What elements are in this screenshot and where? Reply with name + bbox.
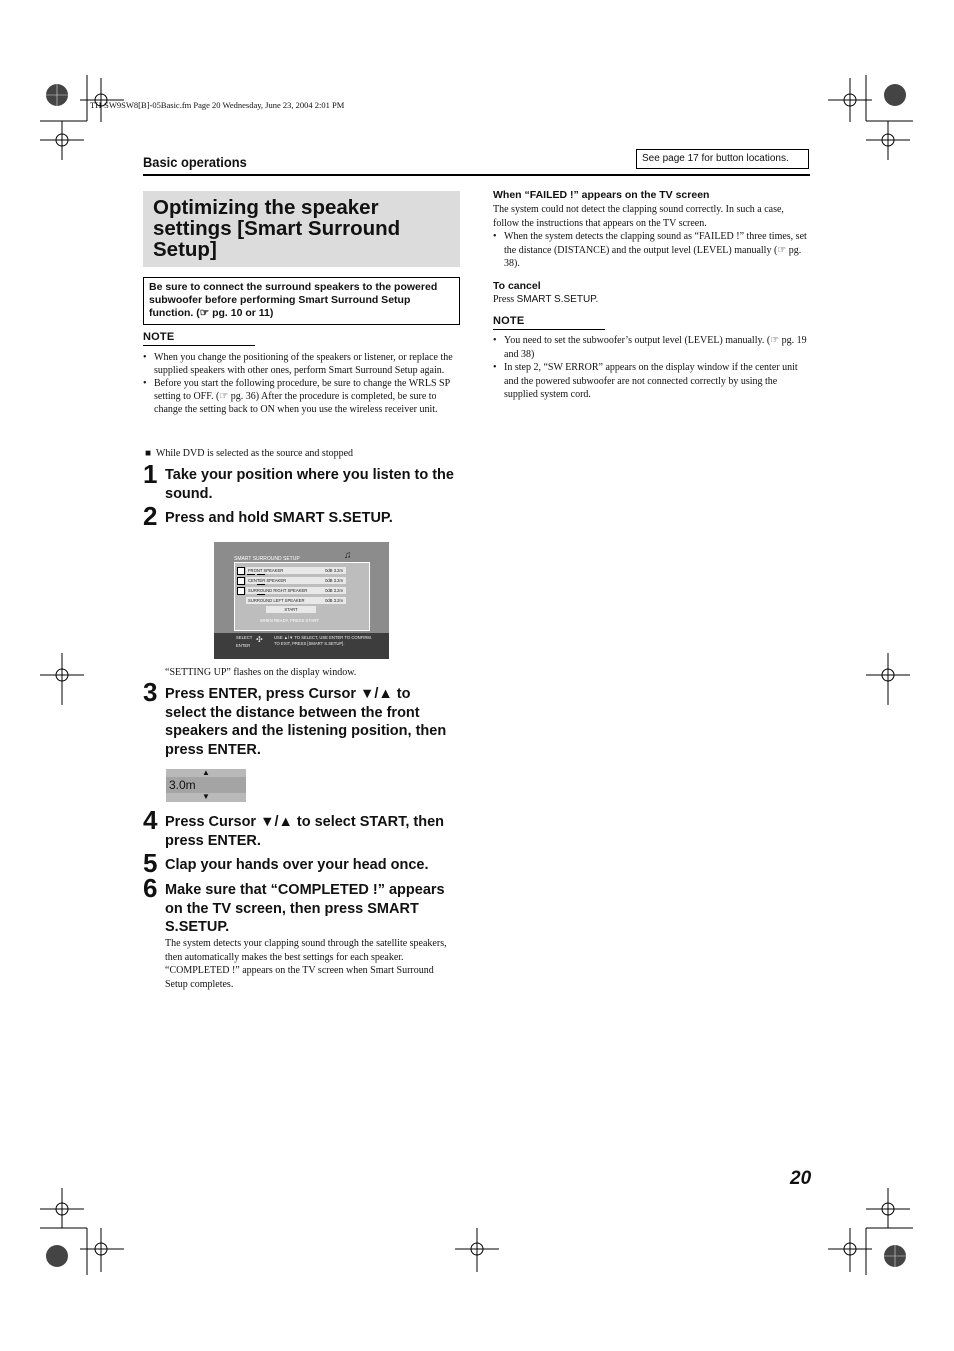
step-number: 6 [143, 873, 158, 903]
step-number: 5 [143, 848, 158, 878]
step-text: Take your position where you listen to the sound. [165, 467, 454, 502]
note-label: NOTE [143, 331, 255, 346]
osd-help-bar: SELECT ENTER ✣ USE ▲/▼ TO SELECT, USE ENTER TO CONFIRM. TO EXIT, PRESS [SMART S.SETUP]. [214, 633, 389, 659]
step-number: 2 [143, 501, 158, 531]
condition-line [145, 448, 353, 459]
page-number: 20 [790, 1168, 812, 1189]
see-page-box: See page 17 for button locations. [636, 149, 809, 169]
file-info: TH-SW9SW8[B]-05Basic.fm Page 20 Wednesday, June 23, 2004 2:01 PM [90, 100, 345, 110]
step-text: Press Cursor ▼/▲ to select START, then press ENTER. [165, 814, 445, 849]
failed-bullet: • When the system detects the clapping sound as “FAILED !” three times, set the distance (DISTANCE) and the output level (LEVEL) manually (☞ pg. 38). [493, 230, 811, 271]
page-title: Optimizing the speaker settings [Smart Surround Setup] [153, 196, 401, 261]
note-item: • In step 2, “SW ERROR” appears on the display window if the center unit and the powered subwoofer are not connected correctly by using the supplied system cord. [493, 361, 811, 402]
osd-row: FRONT SPEAKER 0dB 3.2m [246, 567, 346, 574]
osd-row: SURROUND LEFT SPEAKER 0dB 3.2m [246, 597, 346, 604]
header-rule [143, 174, 810, 176]
osd-row: CENTER SPEAKER 0dB 3.2m [246, 577, 346, 584]
note-item: • When you change the positioning of the speakers or listener, or replace the supplied speakers with other ones, perform Smart Surround Setup again. [143, 351, 461, 377]
note-item: • You need to set the subwoofer’s output level (LEVEL) manually. (☞ pg. 19 and 38) [493, 334, 811, 361]
square-bullet-icon: ■ [145, 448, 152, 459]
up-arrow-icon: ▲ [202, 768, 210, 777]
step-text: Press ENTER, press Cursor ▼/▲ to select the distance between the front speakers and the listening position, then press ENTER. [165, 686, 447, 758]
osd-ready-text: WHEN READY, PRESS START [260, 618, 319, 623]
failed-heading: When “FAILED !” appears on the TV screen [493, 189, 710, 201]
osd-header: SMART SURROUND SETUP [234, 556, 300, 562]
step-text: Press and hold SMART S.SETUP. [165, 510, 393, 526]
cancel-heading: To cancel [493, 280, 541, 292]
note2-section [493, 315, 811, 402]
osd-start-button: START [266, 606, 316, 613]
step-number: 3 [143, 677, 158, 707]
step-text: Make sure that “COMPLETED !” appears on the TV screen, then press SMART S.SETUP. [165, 882, 445, 935]
warning-box: Be sure to connect the surround speakers to the powered subwoofer before performing Smart Surround Setup function. (☞ pg. 10 or 11) [143, 277, 460, 325]
distance-value: 3.0m [169, 778, 196, 792]
speaker-icon: ♫ [344, 550, 352, 561]
failed-bullets [493, 230, 811, 271]
condition-text: While DVD is selected as the source and stopped [155, 448, 354, 459]
failed-body: The system could not detect the clapping sound correctly. In such a case, follow the instructions that appears on the TV screen. [493, 204, 784, 229]
note-item: • Before you start the following procedure, be sure to change the WRLS SP setting to OFF. (☞ pg. 36) After the procedure is completed, be sure to change the setting back to ON when you use the wireless receiver unit. [143, 377, 461, 416]
step2-caption: “SETTING UP” flashes on the display window. [165, 667, 357, 678]
osd-row: SURROUND RIGHT SPEAKER 0dB 3.2m [246, 587, 346, 594]
distance-display [166, 769, 246, 802]
down-arrow-icon: ▼ [202, 792, 210, 801]
cursor-pad-icon: ✣ [256, 635, 263, 644]
note-section [143, 331, 461, 416]
section-heading: Basic operations [143, 154, 247, 170]
step-number: 4 [143, 805, 158, 835]
tv-screen-image [214, 542, 389, 659]
cancel-body: Press SMART S.SETUP. [493, 294, 599, 305]
note-label: NOTE [493, 315, 605, 330]
step-number: 1 [143, 459, 158, 489]
step-text: Clap your hands over your head once. [165, 857, 429, 873]
step6-body: The system detects your clapping sound through the satellite speakers, then automatically makes the best settings for each speaker. “COMPLETED !” appears on the TV screen when Smart Surround Setup completes. [165, 938, 447, 990]
